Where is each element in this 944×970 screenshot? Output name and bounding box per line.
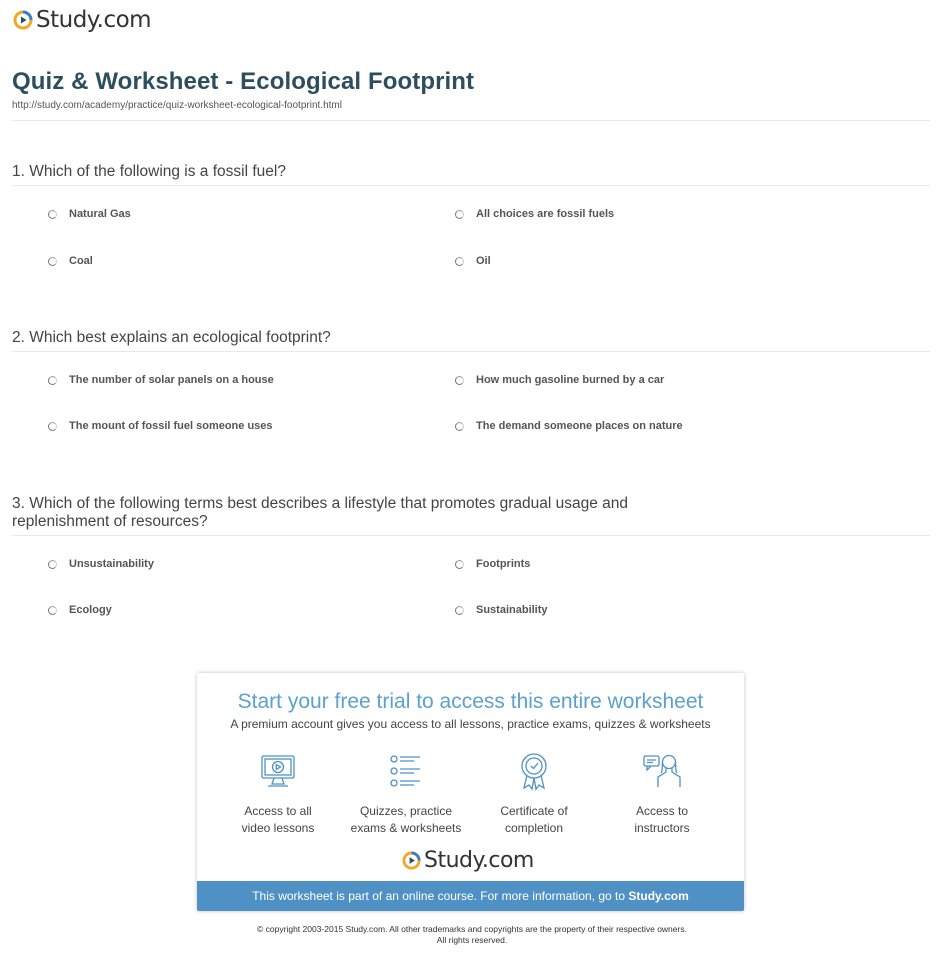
divider bbox=[12, 185, 930, 186]
question-2-text: 2. Which best explains an ecological footprint? bbox=[12, 329, 331, 346]
study-logo[interactable] bbox=[13, 7, 151, 33]
feature-video-lessons bbox=[213, 751, 343, 837]
course-info-bar[interactable] bbox=[197, 881, 744, 911]
divider bbox=[12, 535, 930, 536]
feature-label-line2: completion bbox=[504, 821, 564, 835]
feature-instructors bbox=[597, 751, 727, 837]
feature-label-line1: Certificate of bbox=[500, 804, 568, 818]
study-link[interactable]: Study.com bbox=[628, 889, 689, 903]
certificate-icon bbox=[514, 751, 554, 791]
answer-option[interactable] bbox=[455, 420, 683, 432]
question-1-text: 1. Which of the following is a fossil fuel? bbox=[12, 163, 286, 180]
answer-label: Natural Gas bbox=[69, 208, 131, 220]
radio-button[interactable] bbox=[455, 422, 464, 431]
radio-button[interactable] bbox=[48, 210, 57, 219]
answer-option[interactable] bbox=[48, 374, 274, 386]
answer-option[interactable] bbox=[48, 420, 273, 432]
divider bbox=[12, 351, 930, 352]
study-logo-icon bbox=[402, 851, 421, 870]
radio-button[interactable] bbox=[48, 606, 57, 615]
answer-option[interactable] bbox=[48, 558, 154, 570]
page-url: http://study.com/academy/practice/quiz-worksheet-ecological-footprint.html bbox=[12, 100, 342, 111]
quiz-list-icon bbox=[386, 751, 426, 791]
radio-button[interactable] bbox=[455, 376, 464, 385]
feature-label-line2: exams & worksheets bbox=[350, 821, 462, 835]
promo-subtitle: A premium account gives you access to all lessons, practice exams, quizzes & worksheets bbox=[230, 717, 711, 731]
answer-option[interactable] bbox=[455, 604, 548, 616]
answer-option[interactable] bbox=[48, 604, 112, 616]
answer-option[interactable] bbox=[48, 208, 131, 220]
answer-option[interactable] bbox=[455, 208, 614, 220]
radio-button[interactable] bbox=[455, 257, 464, 266]
feature-label-line1: Access to all bbox=[244, 804, 312, 818]
promo-title: Start your free trial to access this entire worksheet bbox=[237, 690, 704, 713]
radio-button[interactable] bbox=[48, 376, 57, 385]
answer-label: The mount of fossil fuel someone uses bbox=[69, 420, 273, 432]
answer-label: Sustainability bbox=[476, 604, 548, 616]
answer-label: The demand someone places on nature bbox=[476, 420, 683, 432]
feature-label-line2: video lessons bbox=[241, 821, 315, 835]
answer-label: Oil bbox=[476, 255, 491, 267]
radio-button[interactable] bbox=[455, 606, 464, 615]
radio-button[interactable] bbox=[455, 210, 464, 219]
answer-label: Footprints bbox=[476, 558, 531, 570]
answer-label: All choices are fossil fuels bbox=[476, 208, 615, 220]
free-trial-promo[interactable] bbox=[197, 673, 744, 911]
study-logo-icon bbox=[13, 10, 33, 30]
study-logo-text: Study.com bbox=[424, 848, 534, 873]
radio-button[interactable] bbox=[48, 422, 57, 431]
answer-label: How much gasoline burned by a car bbox=[476, 374, 665, 386]
course-info-text: This worksheet is part of an online course. For more information, go to bbox=[252, 889, 629, 903]
answer-option[interactable] bbox=[455, 255, 491, 267]
video-lesson-icon bbox=[258, 751, 298, 791]
radio-button[interactable] bbox=[48, 257, 57, 266]
study-logo-text: Study.com bbox=[36, 7, 152, 33]
copyright-notice bbox=[0, 924, 944, 946]
answer-label: Unsustainability bbox=[69, 558, 154, 570]
study-logo[interactable] bbox=[402, 848, 534, 873]
answer-label: Coal bbox=[69, 255, 93, 267]
feature-label-line1: Quizzes, practice bbox=[359, 804, 453, 818]
answer-label: The number of solar panels on a house bbox=[69, 374, 274, 386]
feature-label-line1: Access to bbox=[635, 804, 689, 818]
radio-button[interactable] bbox=[455, 560, 464, 569]
feature-certificate bbox=[469, 751, 599, 837]
instructor-icon bbox=[642, 751, 682, 791]
answer-option[interactable] bbox=[455, 558, 530, 570]
feature-quizzes bbox=[341, 751, 471, 837]
answer-label: Ecology bbox=[69, 604, 112, 616]
page-title: Quiz & Worksheet - Ecological Footprint bbox=[12, 68, 475, 95]
answer-option[interactable] bbox=[48, 255, 93, 267]
answer-option[interactable] bbox=[455, 374, 664, 386]
question-3-text: 3. Which of the following terms best describes a lifestyle that promotes gradual usage and replenishment of resources? bbox=[12, 495, 629, 530]
radio-button[interactable] bbox=[48, 560, 57, 569]
copyright-line1: © copyright 2003-2015 Study.com. All other trademarks and copyrights are the property of their respective owners. bbox=[257, 924, 687, 934]
copyright-line2: All rights reserved. bbox=[436, 935, 508, 945]
divider bbox=[12, 120, 930, 121]
feature-label-line2: instructors bbox=[634, 821, 690, 835]
